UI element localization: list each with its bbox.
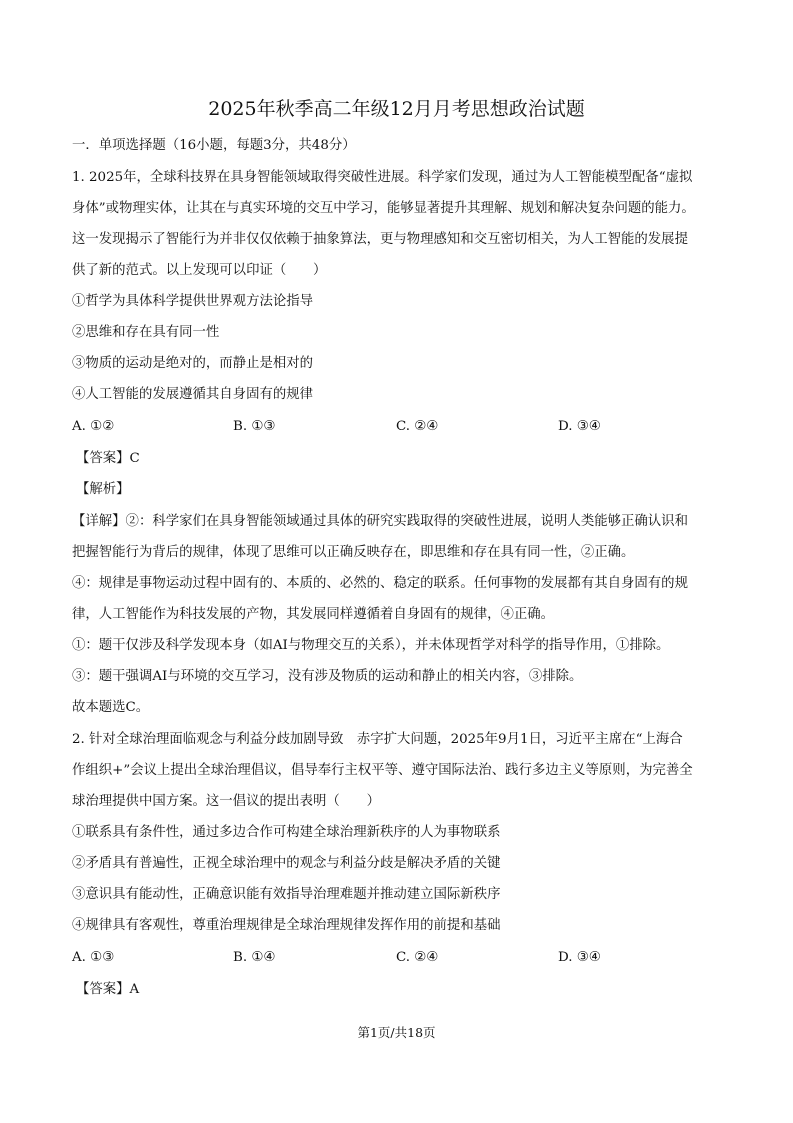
q2-option-a: A. ①③ <box>72 950 115 965</box>
q2-statement: ①联系具有条件性，通过多边合作可构建全球治理新秩序的人为事物联系 <box>72 825 501 840</box>
q1-option-a: A. ①② <box>72 419 115 434</box>
q2-option-b: B. ①④ <box>233 950 276 965</box>
section-heading: 一．单项选择题（16小题，每题3分，共48分） <box>72 138 356 153</box>
q2-answer: 【答案】A <box>76 982 140 997</box>
q1-stem-line: 1. 2025年，全球科技界在具身智能领域取得突破性进展。科学家们发现，通过为人工智能模型配备“虚拟 <box>72 170 693 185</box>
q1-explanation-line: 【详解】②：科学家们在具身智能领域通过具体的研究实践取得的突破性进展，说明人类能够正确认识和 <box>72 514 688 529</box>
q2-option-c: C. ②④ <box>396 950 439 965</box>
q1-option-c: C. ②④ <box>396 419 439 434</box>
page-title: 2025年秋季高二年级12月月考思想政治试题 <box>208 98 585 120</box>
q1-option-d: D. ③④ <box>558 419 601 434</box>
q1-statement: ③物质的运动是绝对的，而静止是相对的 <box>72 356 314 371</box>
q1-analysis-label: 【解析】 <box>76 482 130 497</box>
q1-explanation-line: ③：题干强调AI与环境的交互学习，没有涉及物质的运动和静止的相关内容，③排除。 <box>72 669 583 684</box>
q2-stem-line: 2. 针对全球治理面临观念与利益分歧加剧导致 赤字扩大问题，2025年9月1日，习近平主席在“上海合 <box>72 732 683 747</box>
q1-conclusion: 故本题选C。 <box>72 700 150 715</box>
q2-option-d: D. ③④ <box>558 950 601 965</box>
q2-stem-line: 作组织+”会议上提出全球治理倡议，倡导奉行主权平等、遵守国际法治、践行多边主义等原则，为完善全 <box>72 763 693 778</box>
q1-statement: ②思维和存在具有同一性 <box>72 325 220 340</box>
q1-stem-line: 供了新的范式。以上发现可以印证（ ） <box>72 263 327 278</box>
page-number-footer: 第1页/共18页 <box>357 1025 436 1040</box>
q1-statement: ④人工智能的发展遵循其自身固有的规律 <box>72 387 314 402</box>
q1-stem-line: 这一发现揭示了智能行为并非仅仅依赖于抽象算法，更与物理感知和交互密切相关，为人工智能的发展提 <box>72 232 688 247</box>
q1-explanation-line: ④：规律是事物运动过程中固有的、本质的、必然的、稳定的联系。任何事物的发展都有其自身固有的规 <box>72 576 688 591</box>
q1-answer: 【答案】C <box>76 451 140 466</box>
q1-explanation-line: 律，人工智能作为科技发展的产物，其发展同样遵循着自身固有的规律，④正确。 <box>72 607 555 622</box>
q1-explanation-line: ①：题干仅涉及科学发现本身（如AI与物理交互的关系），并未体现哲学对科学的指导作用，①排除。 <box>72 638 670 653</box>
q2-stem-line: 球治理提供中国方案。这一倡议的提出表明（ ） <box>72 794 380 809</box>
q1-option-b: B. ①③ <box>233 419 276 434</box>
q2-statement: ④规律具有客观性，尊重治理规律是全球治理规律发挥作用的前提和基础 <box>72 918 501 933</box>
q2-statement: ③意识具有能动性，正确意识能有效指导治理难题并推动建立国际新秩序 <box>72 887 501 902</box>
q1-stem-line: 身体”或物理实体，让其在与真实环境的交互中学习，能够显著提升其理解、规划和解决复杂问题的能力。 <box>72 201 695 216</box>
q2-statement: ②矛盾具有普遍性，正视全球治理中的观念与利益分歧是解决矛盾的关键 <box>72 856 501 871</box>
q1-explanation-line: 把握智能行为背后的规律，体现了思维可以正确反映存在，即思维和存在具有同一性，②正确。 <box>72 545 635 560</box>
q1-statement: ①哲学为具体科学提供世界观方法论指导 <box>72 294 314 309</box>
